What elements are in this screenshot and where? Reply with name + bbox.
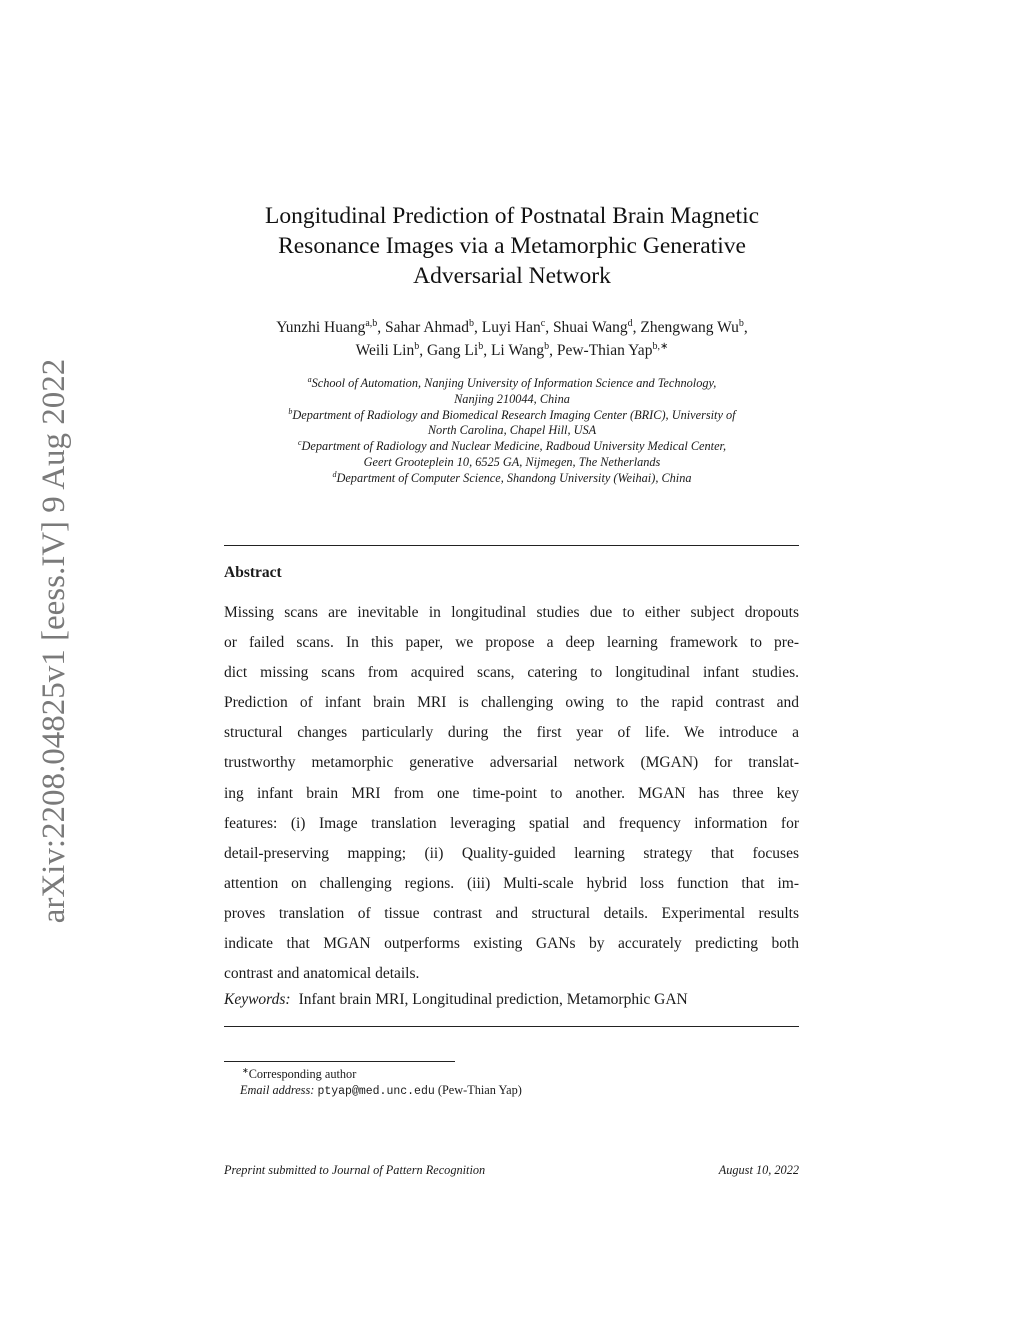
keywords [224, 988, 688, 1012]
author-name: Sahar Ahmad [385, 319, 469, 336]
author-name: Luyi Han [481, 319, 541, 336]
title-line: Adversarial Network [413, 263, 611, 289]
abstract-line: detail-preserving mapping; (ii) Quality-guided learning strategy that focuses [224, 844, 799, 862]
paper-title [150, 201, 874, 291]
arxiv-identifier: arXiv:2208.04825v1 [eess.IV] 9 Aug 2022 [36, 358, 72, 924]
author-name: Pew-Thian Yap [556, 342, 653, 359]
footer-date: August 10, 2022 [718, 1163, 799, 1177]
author-separator: , [483, 342, 491, 359]
abstract-line: trustworthy metamorphic generative adversarial network (MGAN) for translat- [224, 754, 799, 772]
affiliation-text: School of Automation, Nanjing University of Information Science and Technology, [311, 376, 717, 390]
author-name: Gang Li [426, 342, 479, 359]
affiliation-mark: d [332, 469, 337, 479]
affiliation-mark: a [307, 375, 312, 384]
author-name: Yunzhi Huang [276, 319, 366, 336]
footer-journal: Preprint submitted to Journal of Pattern Recognition [224, 1163, 486, 1177]
abstract-line: features: (i) Image translation leveraging spatial and frequency information for [224, 814, 799, 832]
author-name: Shuai Wang [552, 319, 628, 336]
abstract-line: contrast and anatomical details. [224, 965, 420, 983]
footnote-corresponding [224, 1066, 522, 1082]
abstract-line: structural changes particularly during the first year of life. We introduce a [224, 724, 799, 742]
affiliation-text: Department of Radiology and Biomedical Research Imaging Center (BRIC), University of [292, 407, 736, 422]
author-affiliation-mark: a,b [365, 318, 378, 329]
keywords-text: Infant brain MRI, Longitudinal prediction, Metamorphic GAN [298, 991, 688, 1008]
affiliation-mark: b [288, 406, 293, 416]
author-separator: , [474, 319, 482, 336]
email-address[interactable]: ptyap@med.unc.edu [317, 1085, 435, 1098]
abstract-top-rule [224, 545, 799, 546]
affiliation-text: Department of Computer Science, Shandong University (Weihai), China [336, 470, 692, 485]
author-name: Zhengwang Wu [640, 319, 739, 336]
author-affiliation-mark: b [738, 318, 744, 329]
abstract-line: proves translation of tissue contrast and structural details. Experimental results [224, 904, 799, 922]
abstract-line: indicate that MGAN outperforms existing GANs by accurately predicting both [224, 935, 799, 953]
email-owner: (Pew-Thian Yap) [437, 1083, 522, 1097]
footnote-mark: ∗ [242, 1066, 249, 1075]
author-affiliation-mark: b,∗ [652, 341, 669, 352]
author-line [150, 339, 874, 362]
affiliation-line [200, 376, 824, 392]
author-line [150, 316, 874, 339]
keywords-label: Keywords: [224, 991, 291, 1008]
affiliation-text: Department of Radiology and Nuclear Medicine, Radboud University Medical Center, [301, 439, 727, 454]
abstract-line: dict missing scans from acquired scans, catering to longitudinal infant studies. [224, 664, 799, 682]
affiliation-line [200, 471, 824, 487]
author-affiliation-mark: b [544, 341, 550, 352]
abstract-line: or failed scans. In this paper, we propose a deep learning framework to pre- [224, 634, 799, 652]
author-separator: , [419, 342, 427, 359]
affiliation-line: North Carolina, Chapel Hill, USA [427, 423, 597, 438]
footnote [224, 1066, 522, 1100]
title-line: Longitudinal Prediction of Postnatal Brain Magnetic [264, 203, 760, 229]
abstract-heading: Abstract [224, 564, 282, 581]
email-label: Email address: [240, 1083, 315, 1097]
abstract-line: attention on challenging regions. (iii) Multi-scale hybrid loss function that im- [224, 874, 799, 892]
author-separator: , [743, 319, 748, 336]
author-separator: , [545, 319, 553, 336]
author-separator: , [632, 319, 641, 336]
affiliation-line: Geert Grooteplein 10, 6525 GA, Nijmegen, The Netherlands [363, 454, 661, 469]
abstract-line: Prediction of infant brain MRI is challenging owing to the rapid contrast and [224, 694, 799, 712]
corresponding-text: Corresponding author [248, 1067, 357, 1081]
affiliation-line: Nanjing 210044, China [454, 391, 570, 406]
author-separator: , [549, 342, 557, 359]
footnote-email-line [224, 1082, 522, 1100]
title-line: Resonance Images via a Metamorphic Generative [278, 233, 746, 259]
affiliations [200, 376, 824, 487]
abstract-bottom-rule [224, 1026, 799, 1027]
abstract-line: ing infant brain MRI from one time-point to another. MGAN has three key [224, 784, 799, 802]
author-separator: , [377, 319, 386, 336]
author-affiliation-mark: b [469, 318, 474, 329]
author-list [150, 316, 874, 362]
author-name: Li Wang [490, 342, 545, 359]
affiliation-line [200, 439, 824, 455]
footnote-rule [224, 1061, 455, 1062]
affiliation-line [200, 408, 824, 424]
abstract-line: Missing scans are inevitable in longitudinal studies due to either subject dropouts [224, 604, 799, 621]
author-affiliation-mark: d [627, 318, 633, 329]
abstract-body [224, 598, 799, 989]
author-affiliation-mark: b [414, 341, 420, 352]
author-affiliation-mark: b [478, 341, 484, 352]
author-affiliation-mark: c [540, 318, 546, 329]
affiliation-mark: c [297, 438, 302, 448]
author-name: Weili Lin [355, 342, 415, 359]
